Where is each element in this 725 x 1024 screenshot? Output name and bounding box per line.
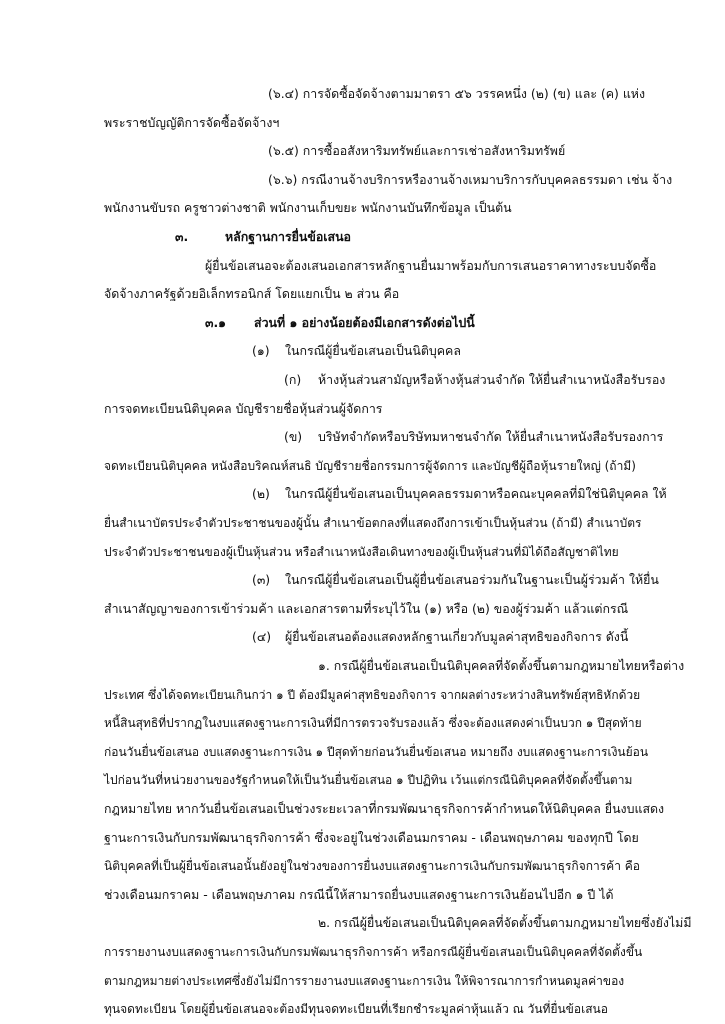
- subsection-heading: ส่วนที่ ๑ อย่างน้อยต้องมีเอกสารดังต่อไปนี้: [254, 314, 475, 330]
- text-line: ฐานะการเงินกับกรมพัฒนาธุรกิจการค้า ซึ่งจะอยู่ในช่วงเดือนมกราคม - เดือนพฤษภาคม ของทุกปี โดย: [104, 829, 639, 845]
- text-line: ในกรณีผู้ยื่นข้อเสนอเป็นผู้ยื่นข้อเสนอร่วมกันในฐานะเป็นผู้ร่วมค้า ให้ยื่น: [285, 572, 659, 588]
- text-line: พนักงานขับรถ ครูชาวต่างชาติ พนักงานเก็บขยะ พนักงานบันทึกข้อมูล เป็นต้น: [104, 200, 512, 216]
- text-line: ประจำตัวประชาชนของผู้เป็นหุ้นส่วน หรือสำเนาหนังสือเดินทางของผู้เป็นหุ้นส่วนที่มิได้ถือสัญชาติไทย: [104, 544, 619, 559]
- text-line: ๑. กรณีผู้ยื่นข้อเสนอเป็นนิติบุคคลที่จัดตั้งขึ้นตามกฎหมายไทยหรือต่าง: [318, 658, 685, 673]
- text-line: (๖.๕) การซื้ออสังหาริมทรัพย์และการเช่าอสังหาริมทรัพย์: [268, 143, 566, 159]
- text-line: สำเนาสัญญาของการเข้าร่วมค้า และเอกสารตามที่ระบุไว้ใน (๑) หรือ (๒) ของผู้ร่วมค้า แล้วแต่กรณี: [104, 600, 629, 616]
- text-line: ตามกฎหมายต่างประเทศซึ่งยังไม่มีการรายงานงบแสดงฐานะการเงิน ให้พิจารณาการกำหนดมูลค่าของ: [104, 973, 625, 988]
- text-line: ทุนจดทะเบียน โดยผู้ยื่นข้อเสนอจะต้องมีทุนจดทะเบียนที่เรียกชำระมูลค่าหุ้นแล้ว ณ วันที่ยื่นข้อเสนอ: [104, 1002, 608, 1017]
- text-line: จัดจ้างภาครัฐด้วยอิเล็กทรอนิกส์ โดยแยกเป็น ๒ ส่วน คือ: [104, 286, 400, 302]
- text-line: การรายงานงบแสดงฐานะการเงินกับกรมพัฒนาธุรกิจการค้า หรือกรณีผู้ยื่นข้อเสนอเป็นนิติบุคคลที่จัดตั้งขึ้น: [104, 945, 643, 959]
- item-number: (๓): [252, 572, 271, 588]
- text-line: ๒. กรณีผู้ยื่นข้อเสนอเป็นนิติบุคคลที่จัดตั้งขึ้นตามกฎหมายไทยซึ่งยังไม่มี: [318, 915, 692, 931]
- text-line: ประเทศ ซึ่งได้จดทะเบียนเกินกว่า ๑ ปี ต้องมีมูลค่าสุทธิของกิจการ จากผลต่างระหว่างสินทรัพย์สุทธิหักด้วย: [104, 687, 641, 702]
- text-line: ในกรณีผู้ยื่นข้อเสนอเป็นนิติบุคคล: [285, 343, 461, 359]
- subsection-number: ๓.๑: [205, 314, 227, 330]
- text-line: ยื่นสำเนาบัตรประจำตัวประชาชนของผู้นั้น สำเนาข้อตกลงที่แสดงถึงการเข้าเป็นหุ้นส่วน (ถ้ามี) สำเนาบัตร: [104, 516, 642, 530]
- text-line: จดทะเบียนนิติบุคคล หนังสือบริคณห์สนธิ บัญชีรายชื่อกรรมการผู้จัดการ และบัญชีผู้ถือหุ้นรายใหญ่ (ถ้ามี): [104, 458, 636, 473]
- text-line: กฎหมายไทย หากวันยื่นข้อเสนอเป็นช่วงระยะเวลาที่กรมพัฒนาธุรกิจการค้ากำหนดให้นิติบุคคล ยื่นงบแสดง: [104, 801, 665, 816]
- text-line: ห้างหุ้นส่วนสามัญหรือห้างหุ้นส่วนจำกัด ให้ยื่นสำเนาหนังสือรับรอง: [318, 372, 666, 387]
- text-line: ผู้ยื่นข้อเสนอต้องแสดงหลักฐานเกี่ยวกับมูลค่าสุทธิของกิจการ ดังนี้: [285, 629, 629, 645]
- section-number: ๓.: [175, 229, 189, 244]
- text-line: ผู้ยื่นข้อเสนอจะต้องเสนอเอกสารหลักฐานยื่นมาพร้อมกับการเสนอราคาทางระบบจัดซื้อ: [205, 257, 657, 273]
- item-number: (ก): [284, 372, 302, 387]
- item-number: (ข): [284, 429, 303, 445]
- text-line: (๖.๔) การจัดซื้อจัดจ้างตามมาตรา ๕๖ วรรคหนึ่ง (๒) (ข) และ (ค) แห่ง: [268, 86, 646, 101]
- text-line: ก่อนวันยื่นข้อเสนอ งบแสดงฐานะการเงิน ๑ ปีสุดท้ายก่อนวันยื่นข้อเสนอ หมายถึง งบแสดงฐานะการเงินย้อน: [104, 744, 649, 759]
- text-line: หนี้สินสุทธิที่ปรากฏในงบแสดงฐานะการเงินที่มีการตรวจรับรองแล้ว ซึ่งจะต้องแสดงค่าเป็นบวก ๑ ปีสุดท้าย: [104, 716, 642, 731]
- text-line: การจดทะเบียนนิติบุคคล บัญชีรายชื่อหุ้นส่วนผู้จัดการ: [104, 400, 383, 416]
- item-number: (๒): [252, 486, 270, 502]
- item-number: (๔): [252, 629, 272, 645]
- item-number: (๑): [252, 343, 270, 359]
- text-line: นิติบุคคลที่เป็นผู้ยื่นข้อเสนอนั้นยังอยู่ในช่วงของการยื่นงบแสดงฐานะการเงินกับกรมพัฒนาธุรกิจการค้า คือ: [104, 859, 640, 874]
- text-line: ไปก่อนวันที่หน่วยงานของรัฐกำหนดให้เป็นวันยื่นข้อเสนอ ๑ ปีปฏิทิน เว้นแต่กรณีนิติบุคคลที่จัดตั้งขึ้นตาม: [104, 773, 633, 788]
- section-heading: หลักฐานการยื่นข้อเสนอ: [225, 229, 351, 244]
- text-line: บริษัทจำกัดหรือบริษัทมหาชนจำกัด ให้ยื่นสำเนาหนังสือรับรองการ: [318, 429, 664, 445]
- text-line: พระราชบัญญัติการจัดซื้อจัดจ้างฯ: [104, 114, 280, 130]
- text-line: ในกรณีผู้ยื่นข้อเสนอเป็นบุคคลธรรมดาหรือคณะบุคคลที่มิใช่นิติบุคคล ให้: [285, 486, 667, 502]
- text-line: (๖.๖) กรณีงานจ้างบริการหรืองานจ้างเหมาบริการกับบุคคลธรรมดา เช่น จ้าง: [268, 171, 673, 187]
- text-line: ช่วงเดือนมกราคม - เดือนพฤษภาคม กรณีนี้ให้สามารถยื่นงบแสดงฐานะการเงินย้อนไปอีก ๑ ปี ได้: [104, 886, 614, 902]
